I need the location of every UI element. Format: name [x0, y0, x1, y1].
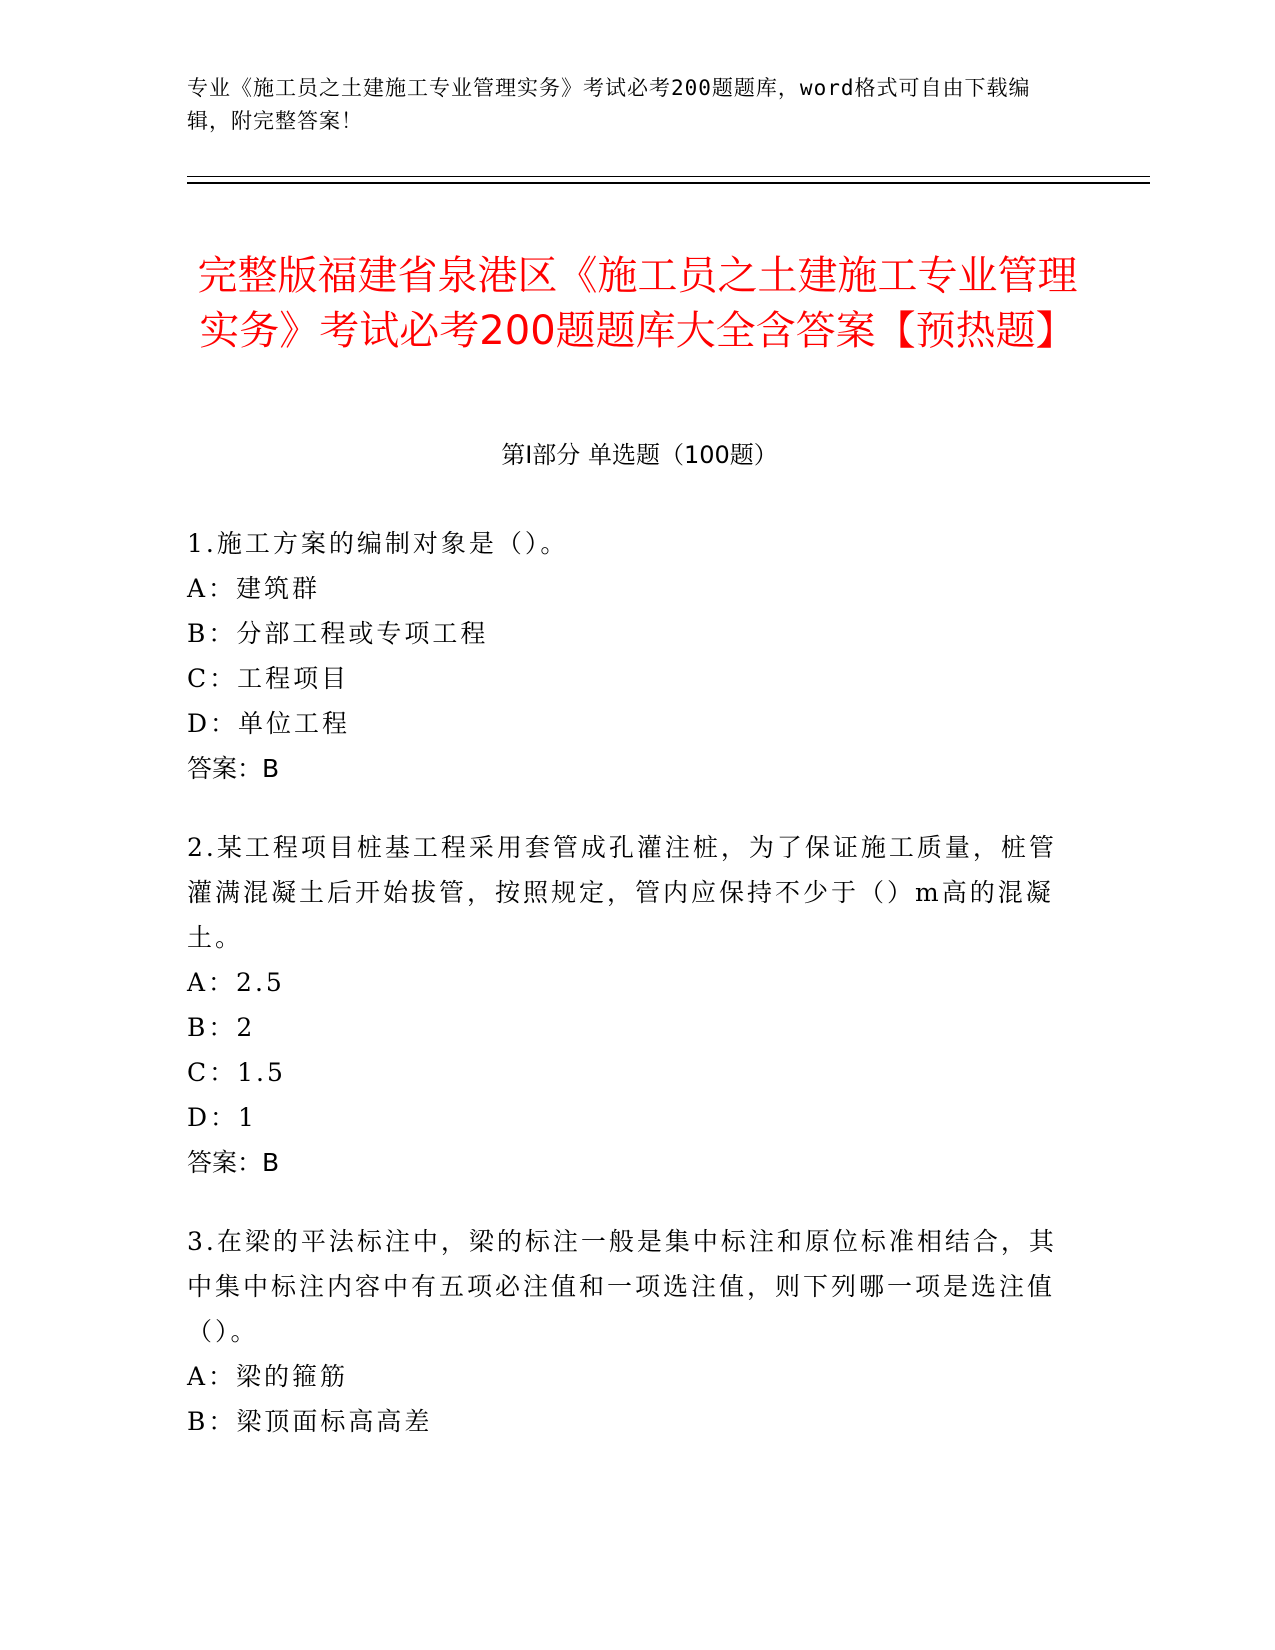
document-title: 完整版福建省泉港区《施工员之土建施工专业管理实务》考试必考200题题库大全含答案【预热题】 [197, 252, 1078, 354]
option-b: B：2 [187, 1013, 256, 1042]
question-text: 2.某工程项目桩基工程采用套管成孔灌注桩，为了保证施工质量，桩管灌满混凝土后开始拔管，按照规定，管内应保持不少于（）m高的混凝土。 [187, 833, 1057, 952]
section-heading: 第I部分 单选题（100题） [501, 441, 778, 469]
header-note: 专业《施工员之土建施工专业管理实务》考试必考200题题库，word格式可自由下载编辑，附完整答案！ [187, 76, 1031, 133]
question-text: 1.施工方案的编制对象是（）。 [187, 529, 569, 558]
question-1 [187, 521, 1077, 791]
answer: 答案：B [187, 1148, 280, 1177]
option-c: C：工程项目 [187, 664, 350, 693]
option-b: B：分部工程或专项工程 [187, 619, 489, 648]
answer: 答案：B [187, 754, 280, 783]
divider-line-thick [187, 182, 1150, 184]
option-d: D：1 [187, 1103, 257, 1132]
option-a: A：建筑群 [187, 574, 321, 603]
option-c: C：1.5 [187, 1058, 286, 1087]
question-2 [187, 825, 1077, 1185]
question-text: 3.在梁的平法标注中，梁的标注一般是集中标注和原位标准相结合，其中集中标注内容中有五项必注值和一项选注值，则下列哪一项是选注值（）。 [187, 1227, 1057, 1346]
question-list [187, 521, 1077, 1478]
option-a: A：梁的箍筋 [187, 1362, 349, 1391]
divider-line [187, 176, 1150, 177]
option-b: B：梁顶面标高高差 [187, 1407, 433, 1436]
option-a: A：2.5 [187, 968, 285, 997]
question-3 [187, 1219, 1077, 1444]
option-d: D：单位工程 [187, 709, 351, 738]
